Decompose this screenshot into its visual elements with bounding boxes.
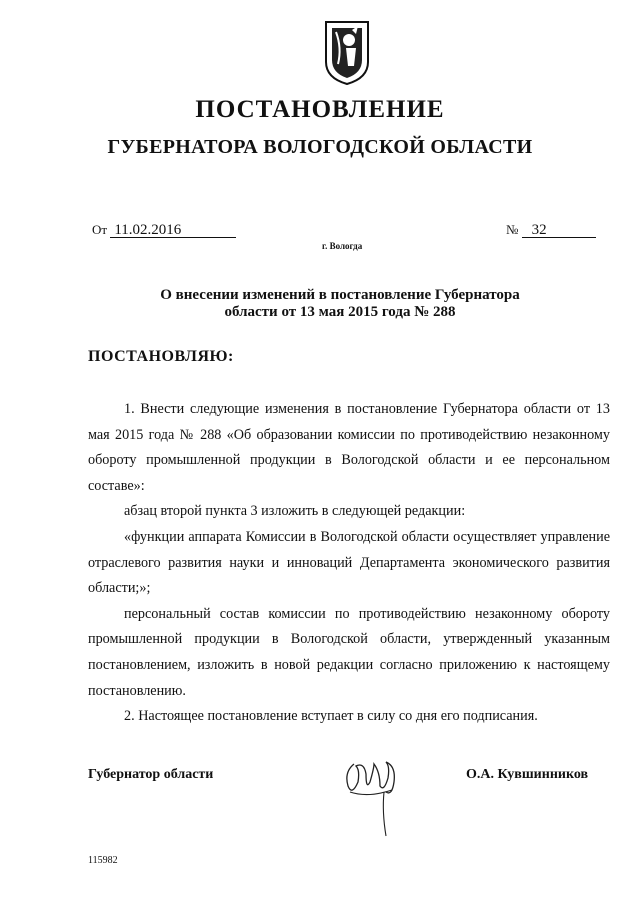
document-body [88,397,610,730]
document-number [506,222,596,238]
number-value: 32 [522,223,596,238]
document-subtitle: ГУБЕРНАТОРА ВОЛОГОДСКОЙ ОБЛАСТИ [107,136,533,158]
paragraph: абзац второй пункта 3 изложить в следующей редакции: [124,503,466,520]
paragraph: «функции аппарата Комиссии в Вологодской области осуществляет управление отраслевого развития науки и инноваций Департамента экономического развития области;»; [88,528,610,597]
date-prefix: От [92,222,108,237]
number-prefix: № [506,222,519,237]
date-value: 11.02.2016 [110,223,236,238]
paragraph: 2. Настоящее постановление вступает в силу со дня его подписания. [124,708,538,725]
signatory-position: Губернатор области [88,767,214,782]
document-date [92,222,236,238]
coat-of-arms-emblem [322,18,372,86]
signatory-name: О.А. Кувшинников [466,767,589,782]
city-label: г. Вологда [322,241,363,251]
decree-heading: ПОСТАНОВЛЯЮ: [88,348,234,365]
document-subject [110,287,570,321]
paragraph: 1. Внести следующие изменения в постановление Губернатора области от 13 мая 2015 года № 288 «Об образовании комиссии по противодействию незаконному обороту промышленной продукции в Вологодской области и ее персональном составе»: [88,401,610,494]
document-title: ПОСТАНОВЛЕНИЕ [195,96,445,123]
document-code: 115982 [88,855,118,866]
paragraph: персональный состав комиссии по противодействию незаконному обороту промышленной продукции в Вологодской области, утвержденный указанным постановлением, изложить в новой редакции согласно приложению к настоящему постановлению. [88,605,610,699]
subject-line: области от 13 мая 2015 года № 288 [224,304,456,320]
subject-line: О внесении изменений в постановление Губернатора [160,287,520,303]
handwritten-signature [340,752,402,838]
